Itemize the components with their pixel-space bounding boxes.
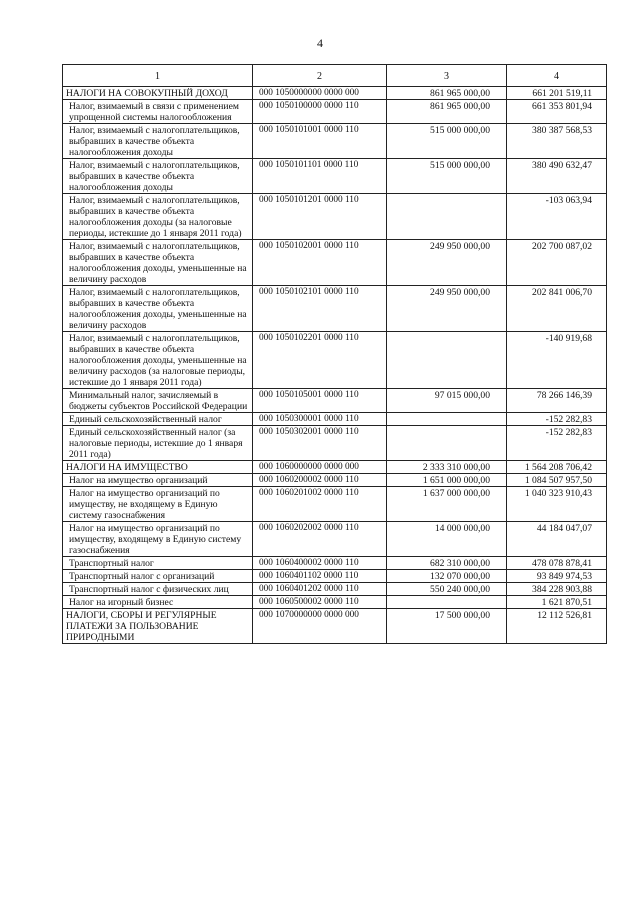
table-row xyxy=(63,426,607,461)
row-name-cell: Налог на имущество организаций xyxy=(63,474,253,487)
row-name-cell: Налог на имущество организаций по имуществу, не входящему в Единую систему газоснабжения xyxy=(63,487,253,522)
row-fact-cell: 478 078 878,41 xyxy=(507,557,607,570)
row-plan-cell: 132 070 000,00 xyxy=(387,570,507,583)
row-code-cell: 000 1060202002 0000 110 xyxy=(253,522,387,557)
row-name-cell: Единый сельскохозяйственный налог xyxy=(63,413,253,426)
row-plan-cell: 97 015 000,00 xyxy=(387,389,507,413)
row-code-cell: 000 1060200002 0000 110 xyxy=(253,474,387,487)
table-row xyxy=(63,124,607,159)
row-fact-cell: 661 201 519,11 xyxy=(507,87,607,100)
row-plan-cell: 861 965 000,00 xyxy=(387,100,507,124)
table-header-row xyxy=(63,65,607,87)
row-fact-cell: -152 282,83 xyxy=(507,426,607,461)
table-row xyxy=(63,474,607,487)
row-fact-cell: 12 112 526,81 xyxy=(507,609,607,644)
row-name-cell: НАЛОГИ НА ИМУЩЕСТВО xyxy=(63,461,253,474)
table-row xyxy=(63,194,607,240)
row-plan-cell: 682 310 000,00 xyxy=(387,557,507,570)
row-code-cell: 000 1050102101 0000 110 xyxy=(253,286,387,332)
row-fact-cell: 380 490 632,47 xyxy=(507,159,607,194)
row-fact-cell: 1 564 208 706,42 xyxy=(507,461,607,474)
row-code-cell: 000 1070000000 0000 000 xyxy=(253,609,387,644)
row-name-cell: Налог, взимаемый с налогоплательщиков, выбравших в качестве объекта налогообложения доходы xyxy=(63,124,253,159)
table-row xyxy=(63,557,607,570)
table-row xyxy=(63,609,607,644)
row-name-cell: НАЛОГИ НА СОВОКУПНЫЙ ДОХОД xyxy=(63,87,253,100)
row-code-cell: 000 1050300001 0000 110 xyxy=(253,413,387,426)
row-code-cell: 000 1050102201 0000 110 xyxy=(253,332,387,389)
row-fact-cell: 1 621 870,51 xyxy=(507,596,607,609)
row-code-cell: 000 1050101001 0000 110 xyxy=(253,124,387,159)
row-plan-cell xyxy=(387,194,507,240)
row-fact-cell: -103 063,94 xyxy=(507,194,607,240)
row-name-cell: Транспортный налог xyxy=(63,557,253,570)
row-code-cell: 000 1060400002 0000 110 xyxy=(253,557,387,570)
row-fact-cell: 661 353 801,94 xyxy=(507,100,607,124)
row-name-cell: Налог, взимаемый с налогоплательщиков, выбравших в качестве объекта налогообложения доходы (за налоговые периоды, истекшие до 1 января 2011 года) xyxy=(63,194,253,240)
row-plan-cell: 2 333 310 000,00 xyxy=(387,461,507,474)
row-name-cell: Налог, взимаемый в связи с применением упрощенной системы налогообложения xyxy=(63,100,253,124)
row-code-cell: 000 1060000000 0000 000 xyxy=(253,461,387,474)
row-plan-cell: 17 500 000,00 xyxy=(387,609,507,644)
row-code-cell: 000 1050101101 0000 110 xyxy=(253,159,387,194)
row-fact-cell: 1 040 323 910,43 xyxy=(507,487,607,522)
row-fact-cell: -140 919,68 xyxy=(507,332,607,389)
column-header-3: 3 xyxy=(387,65,507,87)
column-header-1: 1 xyxy=(63,65,253,87)
row-name-cell: Налог на имущество организаций по имуществу, входящему в Единую систему газоснабжения xyxy=(63,522,253,557)
row-code-cell: 000 1050302001 0000 110 xyxy=(253,426,387,461)
table-row xyxy=(63,389,607,413)
row-plan-cell: 249 950 000,00 xyxy=(387,286,507,332)
row-name-cell: Транспортный налог с физических лиц xyxy=(63,583,253,596)
row-name-cell: Единый сельскохозяйственный налог (за налоговые периоды, истекшие до 1 января 2011 года) xyxy=(63,426,253,461)
row-name-cell: Налог на игорный бизнес xyxy=(63,596,253,609)
row-code-cell: 000 1050105001 0000 110 xyxy=(253,389,387,413)
row-code-cell: 000 1050000000 0000 000 xyxy=(253,87,387,100)
row-plan-cell: 515 000 000,00 xyxy=(387,124,507,159)
row-name-cell: Налог, взимаемый с налогоплательщиков, выбравших в качестве объекта налогообложения доходы xyxy=(63,159,253,194)
row-plan-cell: 861 965 000,00 xyxy=(387,87,507,100)
row-plan-cell: 14 000 000,00 xyxy=(387,522,507,557)
row-name-cell: Транспортный налог с организаций xyxy=(63,570,253,583)
column-header-4: 4 xyxy=(507,65,607,87)
table-row xyxy=(63,413,607,426)
table-row xyxy=(63,286,607,332)
row-name-cell: Налог, взимаемый с налогоплательщиков, выбравших в качестве объекта налогообложения доходы, уменьшенные на величину расходов xyxy=(63,240,253,286)
row-plan-cell: 1 637 000 000,00 xyxy=(387,487,507,522)
table-row xyxy=(63,332,607,389)
page-number: 4 xyxy=(317,36,323,50)
table-row xyxy=(63,100,607,124)
row-plan-cell: 550 240 000,00 xyxy=(387,583,507,596)
row-fact-cell: 380 387 568,53 xyxy=(507,124,607,159)
row-plan-cell: 1 651 000 000,00 xyxy=(387,474,507,487)
table-row xyxy=(63,596,607,609)
row-name-cell: Налог, взимаемый с налогоплательщиков, выбравших в качестве объекта налогообложения доходы, уменьшенные на величину расходов (за налоговые периоды, истекшие до 1 января 2011 года) xyxy=(63,332,253,389)
row-name-cell: Минимальный налог, зачисляемый в бюджеты субъектов Российской Федерации xyxy=(63,389,253,413)
table-row xyxy=(63,583,607,596)
row-code-cell: 000 1060401202 0000 110 xyxy=(253,583,387,596)
row-code-cell: 000 1050101201 0000 110 xyxy=(253,194,387,240)
row-plan-cell xyxy=(387,332,507,389)
table-row xyxy=(63,522,607,557)
row-fact-cell: 93 849 974,53 xyxy=(507,570,607,583)
row-name-cell: НАЛОГИ, СБОРЫ И РЕГУЛЯРНЫЕ ПЛАТЕЖИ ЗА ПОЛЬЗОВАНИЕ ПРИРОДНЫМИ xyxy=(63,609,253,644)
row-fact-cell: 202 700 087,02 xyxy=(507,240,607,286)
row-fact-cell: 78 266 146,39 xyxy=(507,389,607,413)
table-row xyxy=(63,461,607,474)
table-row xyxy=(63,487,607,522)
table-row xyxy=(63,240,607,286)
table-row xyxy=(63,87,607,100)
row-code-cell: 000 1050102001 0000 110 xyxy=(253,240,387,286)
row-name-cell: Налог, взимаемый с налогоплательщиков, выбравших в качестве объекта налогообложения доходы, уменьшенные на величину расходов xyxy=(63,286,253,332)
row-plan-cell xyxy=(387,426,507,461)
table-row xyxy=(63,570,607,583)
row-fact-cell: 1 084 507 957,50 xyxy=(507,474,607,487)
row-fact-cell: 202 841 006,70 xyxy=(507,286,607,332)
row-plan-cell xyxy=(387,413,507,426)
row-plan-cell: 249 950 000,00 xyxy=(387,240,507,286)
row-fact-cell: -152 282,83 xyxy=(507,413,607,426)
row-plan-cell xyxy=(387,596,507,609)
row-code-cell: 000 1060201002 0000 110 xyxy=(253,487,387,522)
column-header-2: 2 xyxy=(253,65,387,87)
table-row xyxy=(63,159,607,194)
row-fact-cell: 384 228 903,88 xyxy=(507,583,607,596)
row-code-cell: 000 1060500002 0000 110 xyxy=(253,596,387,609)
row-code-cell: 000 1050100000 0000 110 xyxy=(253,100,387,124)
row-plan-cell: 515 000 000,00 xyxy=(387,159,507,194)
revenue-table xyxy=(62,64,607,644)
row-fact-cell: 44 184 047,07 xyxy=(507,522,607,557)
row-code-cell: 000 1060401102 0000 110 xyxy=(253,570,387,583)
